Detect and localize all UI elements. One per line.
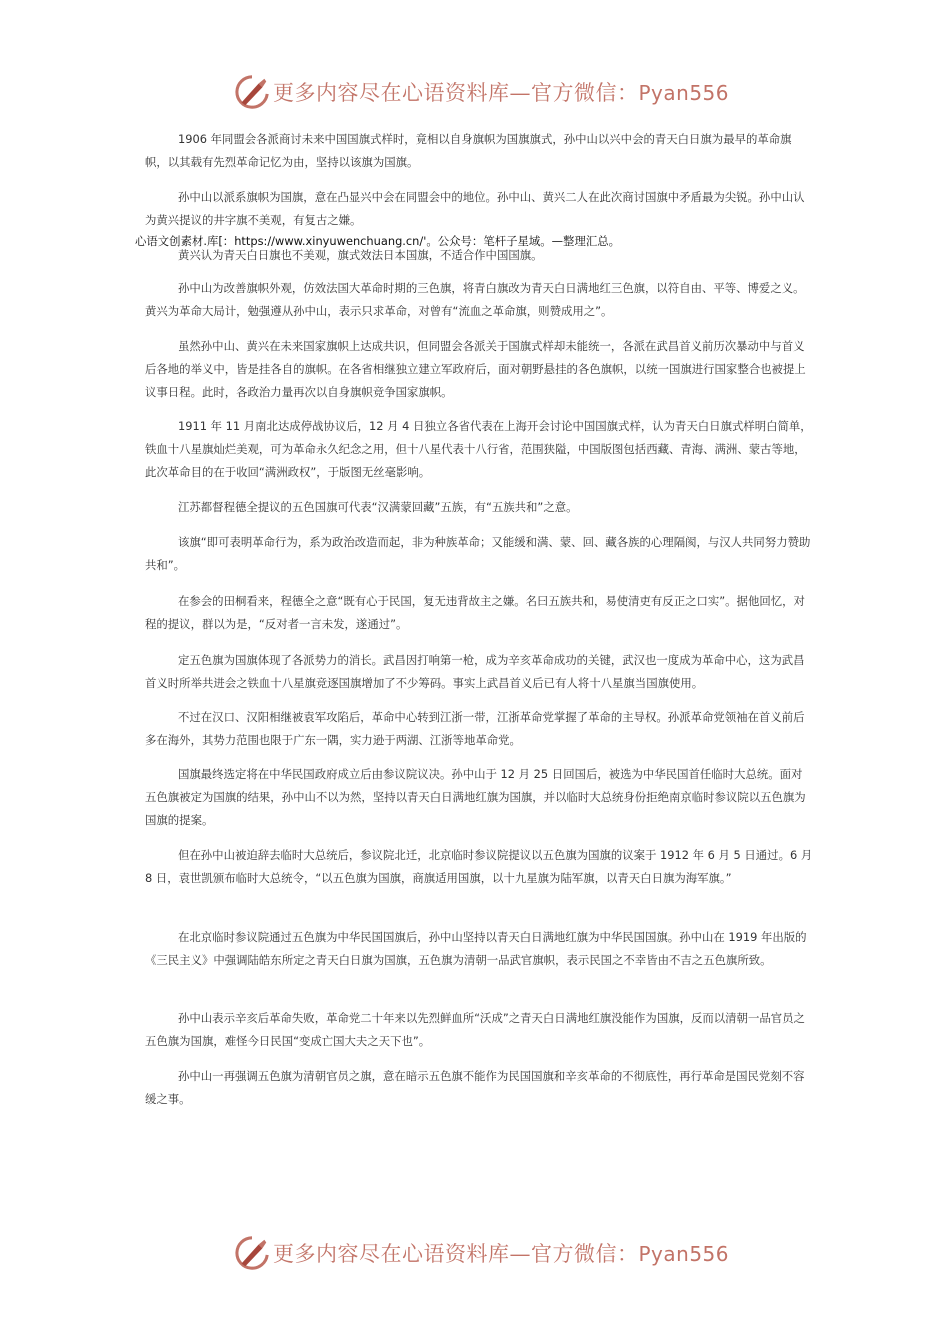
fountain-pen-logo-icon — [233, 1234, 271, 1272]
banner-text-cn: 更多内容尽在心语资料库—官方微信： — [273, 1242, 639, 1266]
banner-wechat-id: Pyan556 — [638, 81, 730, 105]
paragraph: 该旗“即可表明革命行为，系为政治改造而起，非为种族革命；又能缓和满、蒙、回、藏各族的心理隔阂，与汉人共同努力赞助共和”。 — [145, 535, 811, 572]
paragraph: 虽然孙中山、黄兴在未来国家旗帜上达成共识，但同盟会各派关于国旗式样却未能统一，各派在武昌首义前历次暴动中与首义后各地的举义中，皆是挂各自的旗帜。在各省相继独立建立军政府后，面对朝野悬挂的各色旗帜，以统一国旗进行国家整合也被提上议事日程。此时，各政治力量再次以自身旗帜竞争国家旗帜。 — [145, 339, 806, 399]
paragraph: 黄兴认为青天白日旗也不美观，旗式效法日本国旗，不适合作中国国旗。 — [178, 248, 543, 262]
paragraph: 定五色旗为国旗体现了各派势力的消长。武昌因打响第一枪，成为辛亥革命成功的关键，武汉也一度成为革命中心，这为武昌首义时所举共进会之铁血十八星旗竞逐国旗增加了不少筹码。事实上武昌首义后已有人将十八星旗当国旗使用。 — [145, 653, 805, 690]
paragraph: 江苏都督程德全提议的五色国旗可代表“汉满蒙回藏”五族，有“五族共和”之意。 — [178, 500, 578, 514]
paragraph: 1906 年同盟会各派商讨未来中国国旗式样时，竟相以自身旗帜为国旗旗式，孙中山以兴中会的青天白日旗为最早的革命旗帜，以其载有先烈革命记忆为由，坚持以该旗为国旗。 — [145, 132, 792, 169]
footer-banner — [233, 1233, 753, 1273]
paragraph: 孙中山以派系旗帜为国旗，意在凸显兴中会在同盟会中的地位。孙中山、黄兴二人在此次商讨国旗中矛盾最为尖锐。孙中山认为黄兴提议的井字旗不美观，有复古之嫌。 — [145, 190, 805, 227]
paragraph: 孙中山为改善旗帜外观，仿效法国大革命时期的三色旗，将青白旗改为青天白日满地红三色旗，以符自由、平等、博爱之义。黄兴为革命大局计，勉强遵从孙中山，表示只求革命，对曾有“流血之革命旗，则赞成用之”。 — [145, 281, 805, 318]
paragraph: 不过在汉口、汉阳相继被袁军攻陷后，革命中心转到江浙一带，江浙革命党掌握了革命的主导权。孙派革命党领袖在首义前后多在海外，其势力范围也限于广东一隅，实力逊于两湖、江浙等地革命党。 — [145, 710, 805, 747]
banner-text-cn: 更多内容尽在心语资料库—官方微信： — [273, 81, 639, 105]
banner-text — [273, 1238, 729, 1268]
banner-wechat-id: Pyan556 — [638, 1242, 730, 1266]
source-note: 心语文创素材.库[：https://www.xinyuwenchuang.cn/'。公众号：笔杆子星域。—整理汇总。 — [135, 234, 621, 248]
paragraph: 孙中山一再强调五色旗为清朝官员之旗，意在暗示五色旗不能作为民国国旗和辛亥革命的不彻底性，再行革命是国民党刻不容缓之事。 — [145, 1069, 805, 1106]
fountain-pen-logo-icon — [233, 73, 271, 111]
paragraph: 国旗最终选定将在中华民国政府成立后由参议院议决。孙中山于 12 月 25 日回国后，被选为中华民国首任临时大总统。面对五色旗被定为国旗的结果，孙中山不以为然，坚持以青天白日满地红旗为国旗，并以临时大总统身份拒绝南京临时参议院以五色旗为国旗的提案。 — [145, 767, 806, 827]
paragraph: 1911 年 11 月南北达成停战协议后，12 月 4 日独立各省代表在上海开会讨论中国国旗式样，认为青天白日旗式样明白简单，铁血十八星旗灿烂美观，可为革命永久纪念之用，但十八星代表十八行省，范围狭隘，中国版图包括西藏、青海、满洲、蒙古等地，此次革命目的在于收回“满洲政权”，于版图无丝毫影响。 — [145, 419, 812, 479]
paragraph: 在参会的田桐看来，程德全之意“既有心于民国，复无违背故主之嫌。名曰五族共和，易使清吏有反正之口实”。据他回忆，对程的提议，群以为是，“反对者一言未发，遂通过”。 — [145, 594, 805, 631]
header-banner — [233, 72, 753, 112]
paragraph: 孙中山表示辛亥后革命失败，革命党二十年来以先烈鲜血所“沃成”之青天白日满地红旗没能作为国旗，反而以清朝一品官员之五色旗为国旗，难怪今日民国“变成亡国大夫之天下也”。 — [145, 1011, 805, 1048]
paragraph: 但在孙中山被迫辞去临时大总统后，参议院北迁，北京临时参议院提议以五色旗为国旗的议案于 1912 年 6 月 5 日通过。6 月 8 日，袁世凯颁布临时大总统令，“以五色旗为国旗，商旗适用国旗，以十九星旗为陆军旗，以青天白日旗为海军旗。” — [145, 848, 813, 885]
banner-text — [273, 77, 729, 107]
paragraph: 在北京临时参议院通过五色旗为中华民国国旗后，孙中山坚持以青天白日满地红旗为中华民国国旗。孙中山在 1919 年出版的《三民主义》中强调陆皓东所定之青天白日旗为国旗，五色旗为清朝一品武官旗帜，表示民国之不幸皆由不吉之五色旗所致。 — [145, 930, 807, 967]
